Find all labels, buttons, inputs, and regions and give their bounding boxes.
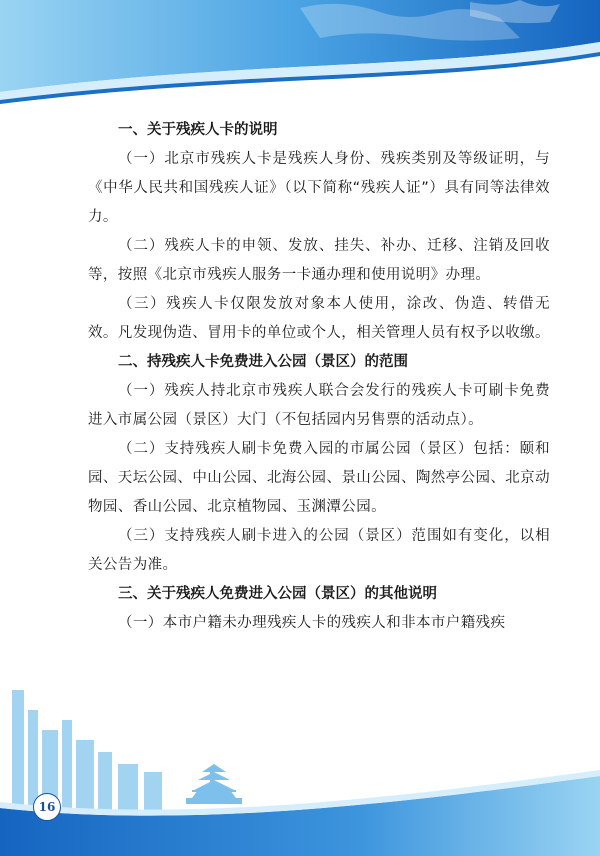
section-heading: 一、关于残疾人卡的说明 (118, 122, 278, 138)
paragraph: （二）残疾人卡的申领、发放、挂失、补办、迁移、注销及回收等，按照《北京市残疾人服务一卡通办理和使用说明》办理。 (88, 238, 550, 283)
section-heading: 二、持残疾人卡免费进入公园（景区）的范围 (118, 354, 408, 370)
header-decoration (0, 0, 600, 110)
paragraph: （一）本市户籍未办理残疾人卡的残疾人和非本市户籍残疾 (118, 615, 506, 631)
paragraph: （一）残疾人持北京市残疾人联合会发行的残疾人卡可刷卡免费进入市属公园（景区）大门（不包括园内另售票的活动点）。 (88, 383, 550, 428)
page-number: 16 (33, 793, 61, 821)
document-body (88, 116, 550, 638)
paragraph: （二）支持残疾人刷卡免费入园的市属公园（景区）包括：颐和园、天坛公园、中山公园、北海公园、景山公园、陶然亭公园、北京动物园、香山公园、北京植物园、玉渊潭公园。 (88, 441, 550, 515)
paragraph: （三）残疾人卡仅限发放对象本人使用，涂改、伪造、转借无效。凡发现伪造、冒用卡的单位或个人，相关管理人员有权予以收缴。 (88, 296, 550, 341)
section-heading: 三、关于残疾人免费进入公园（景区）的其他说明 (118, 586, 437, 602)
paragraph: （三）支持残疾人刷卡进入的公园（景区）范围如有变化，以相关公告为准。 (88, 528, 550, 573)
footer-skyline-decoration (0, 680, 600, 856)
paragraph: （一）北京市残疾人卡是残疾人身份、残疾类别及等级证明，与《中华人民共和国残疾人证》（以下简称“残疾人证”）具有同等法律效力。 (88, 151, 550, 225)
